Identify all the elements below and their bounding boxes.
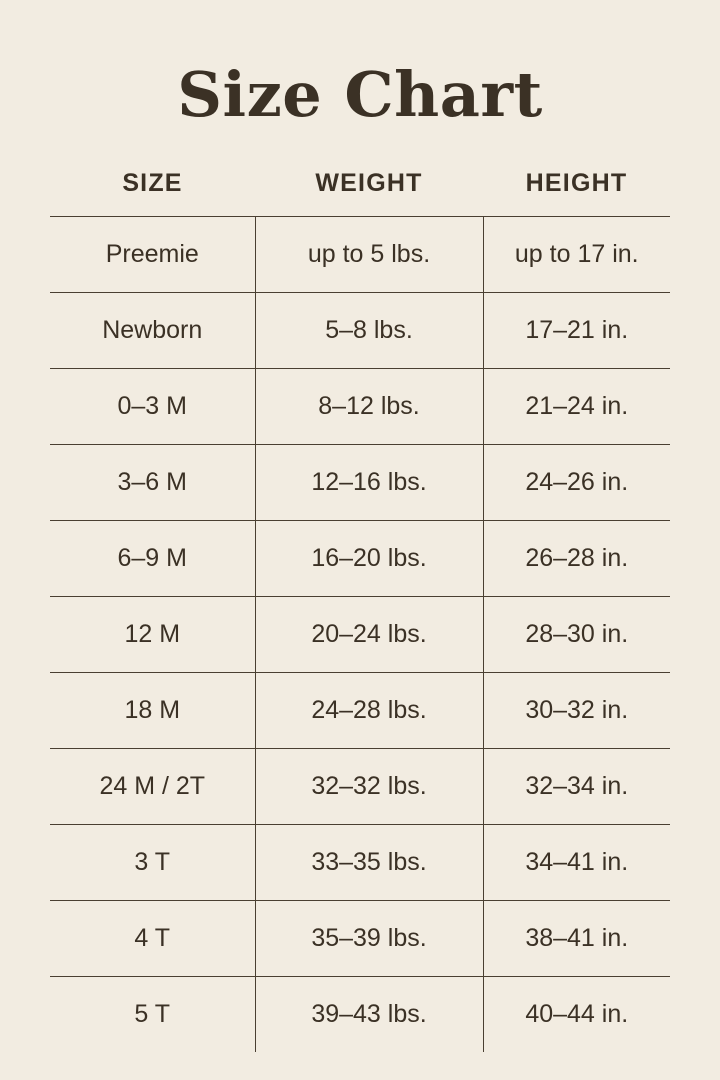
cell-height: 32–34 in.: [483, 749, 670, 825]
cell-size: Newborn: [50, 293, 255, 369]
cell-size: Preemie: [50, 217, 255, 293]
table-row: [50, 597, 670, 673]
cell-weight: 20–24 lbs.: [255, 597, 483, 673]
cell-height: 34–41 in.: [483, 825, 670, 901]
cell-size: 3–6 M: [50, 445, 255, 521]
cell-height: 40–44 in.: [483, 977, 670, 1053]
cell-size: 12 M: [50, 597, 255, 673]
cell-weight: 35–39 lbs.: [255, 901, 483, 977]
cell-size: 5 T: [50, 977, 255, 1053]
cell-height: 26–28 in.: [483, 521, 670, 597]
table-header: [50, 169, 670, 217]
page-title: Size Chart: [177, 58, 543, 131]
table-row: [50, 369, 670, 445]
cell-height: 21–24 in.: [483, 369, 670, 445]
table-row: [50, 293, 670, 369]
table-row: [50, 217, 670, 293]
cell-weight: 12–16 lbs.: [255, 445, 483, 521]
cell-height: 28–30 in.: [483, 597, 670, 673]
table-body: [50, 217, 670, 1053]
cell-size: 18 M: [50, 673, 255, 749]
column-header-height: HEIGHT: [525, 169, 628, 198]
table-row: [50, 901, 670, 977]
cell-weight: 33–35 lbs.: [255, 825, 483, 901]
cell-weight: 5–8 lbs.: [255, 293, 483, 369]
table-header-row: [50, 169, 670, 217]
table-row: [50, 673, 670, 749]
cell-size: 6–9 M: [50, 521, 255, 597]
cell-weight: 16–20 lbs.: [255, 521, 483, 597]
cell-weight: up to 5 lbs.: [255, 217, 483, 293]
table-row: [50, 825, 670, 901]
column-header-weight: WEIGHT: [315, 169, 423, 198]
cell-size: 0–3 M: [50, 369, 255, 445]
table-row: [50, 445, 670, 521]
cell-height: up to 17 in.: [483, 217, 670, 293]
cell-weight: 32–32 lbs.: [255, 749, 483, 825]
cell-height: 38–41 in.: [483, 901, 670, 977]
cell-size: 4 T: [50, 901, 255, 977]
cell-weight: 8–12 lbs.: [255, 369, 483, 445]
cell-weight: 24–28 lbs.: [255, 673, 483, 749]
column-header-size: SIZE: [122, 169, 183, 198]
cell-height: 17–21 in.: [483, 293, 670, 369]
table-row: [50, 749, 670, 825]
cell-height: 24–26 in.: [483, 445, 670, 521]
table-row: [50, 521, 670, 597]
size-chart-table: [50, 169, 670, 1052]
cell-weight: 39–43 lbs.: [255, 977, 483, 1053]
table-row: [50, 977, 670, 1053]
cell-size: 3 T: [50, 825, 255, 901]
cell-size: 24 M / 2T: [50, 749, 255, 825]
cell-height: 30–32 in.: [483, 673, 670, 749]
